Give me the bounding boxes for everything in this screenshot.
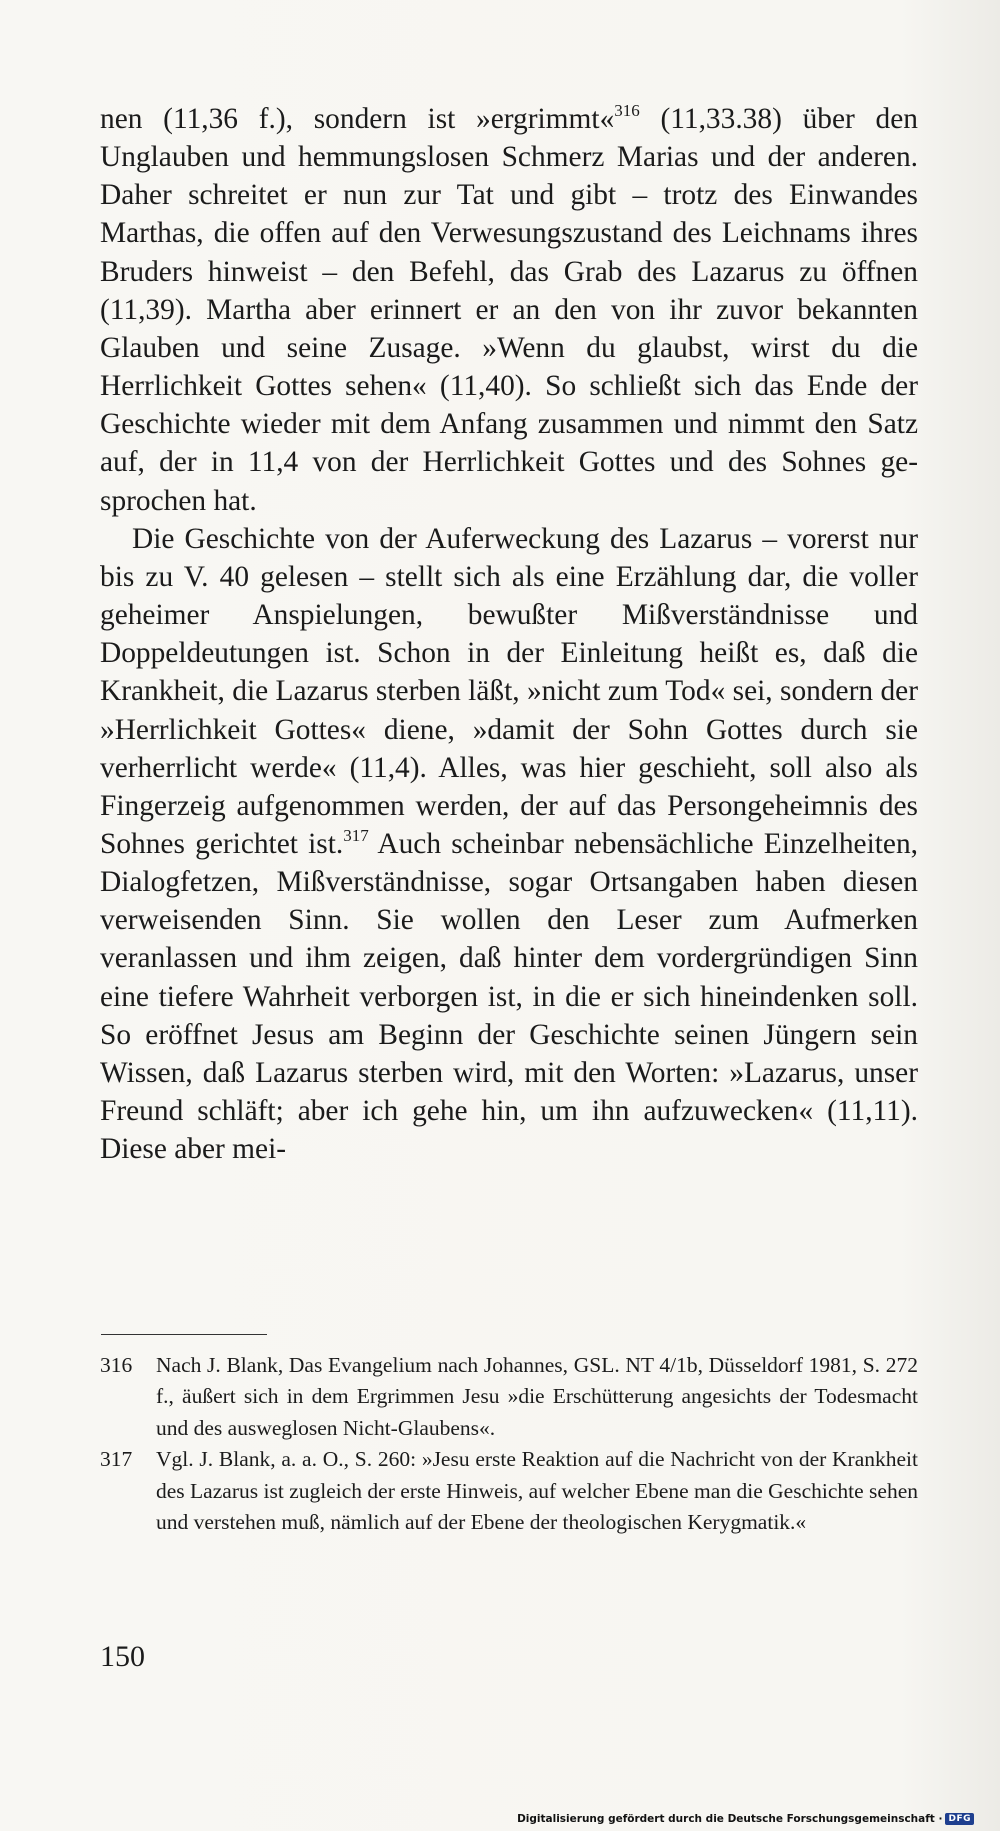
paragraph-2-text: Die Geschichte von der Auferweckung des Lazarus – vorerst nur bis zu V. 40 gelesen – stellt sich als eine Erzählung dar, die voller geheimer Anspielungen, bewußter Mißverständnisse und Doppeldeutungen ist. Schon in der Einleitung heißt es, daß die Krankheit, die Lazarus sterben läßt, »nicht zum Tod« sei, sondern der »Herrlichkeit Gottes« diene, »damit der Sohn Gottes durch sie verherrlicht werde« (11,4). Alles, was hier geschieht, soll also als Fingerzeig aufgenommen werden, der auf das Persongeheimnis des Sohnes gerichtet ist.	[100, 522, 918, 860]
paragraph-2-text-cont: Auch scheinbar nebensächliche Einzelheiten, Dialogfetzen, Mißverständnisse, sogar Ortsangaben haben diesen verweisenden Sinn. Sie wollen den Leser zum Aufmerken veranlassen und ihm zeigen, daß hinter dem vordergründigen Sinn eine tiefere Wahrheit verborgen ist, in die er sich hineindenken soll. So eröffnet Jesus am Beginn der Geschichte seinen Jüngern sein Wissen, daß Lazarus sterben wird, mit den Worten: »Lazarus, unser Freund schläft; aber ich gehe hin, um ihn aufzuwecken« (11,11). Diese aber mei-	[100, 827, 918, 1166]
footnote-ref-317[interactable]: 317	[343, 825, 369, 845]
paragraph-1-text: nen (11,36 f.), sondern ist »ergrimmt«	[100, 103, 615, 135]
credit-text: Digitalisierung gefördert durch die Deutsche Forschungsgemeinschaft ·	[517, 1813, 943, 1825]
paragraph-1-text-cont: (11,33.38) über den Unglauben und hemmungslosen Schmerz Marias und der anderen. Daher schreitet er nun zur Tat und gibt – trotz des Einwandes Marthas, die offen auf den Verwesungszustand des Leichnams ihres Bruders hinweist – den Befehl, das Grab des Lazarus zu öffnen (11,39). Martha aber erinnert er an den von ihr zuvor bekannten Glauben und seine Zusage. »Wenn du glaubst, wirst du die Herrlichkeit Gottes sehen« (11,40). So schließt sich das Ende der Geschichte wieder mit dem Anfang zusammen und nimmt den Satz auf, der in 11,4 von der Herrlichkeit Gottes und des Sohnes gesprochen hat.	[100, 103, 918, 517]
footnote-separator	[101, 1334, 267, 1335]
footnote-317	[100, 1444, 918, 1538]
page-number: 150	[100, 1640, 145, 1673]
footnote-number: 316	[100, 1353, 133, 1377]
dfg-logo: DFG	[945, 1813, 974, 1825]
footnote-text: Vgl. J. Blank, a. a. O., S. 260: »Jesu erste Reaktion auf die Nachricht von der Krankheit des Lazarus ist zugleich der erste Hinweis, auf welcher Ebene man die Geschichte sehen und verstehen muß, nämlich auf der Ebene der theologischen Kerygmatik.«	[156, 1447, 918, 1535]
main-text	[100, 100, 918, 1168]
footnote-316	[100, 1350, 918, 1444]
footnote-number: 317	[100, 1447, 133, 1472]
footnotes	[100, 1350, 918, 1538]
digitization-credit	[517, 1813, 974, 1825]
paragraph-1	[100, 100, 918, 520]
footnote-text: Nach J. Blank, Das Evangelium nach Johannes, GSL. NT 4/1b, Düsseldorf 1981, S. 272 f., äußert sich in dem Ergrimmen Jesu »die Erschütterung angesichts der Todesmacht und des ausweglosen Nicht-Glaubens«.	[156, 1353, 918, 1440]
footnote-ref-316[interactable]: 316	[614, 101, 640, 120]
paragraph-2	[100, 520, 918, 1169]
